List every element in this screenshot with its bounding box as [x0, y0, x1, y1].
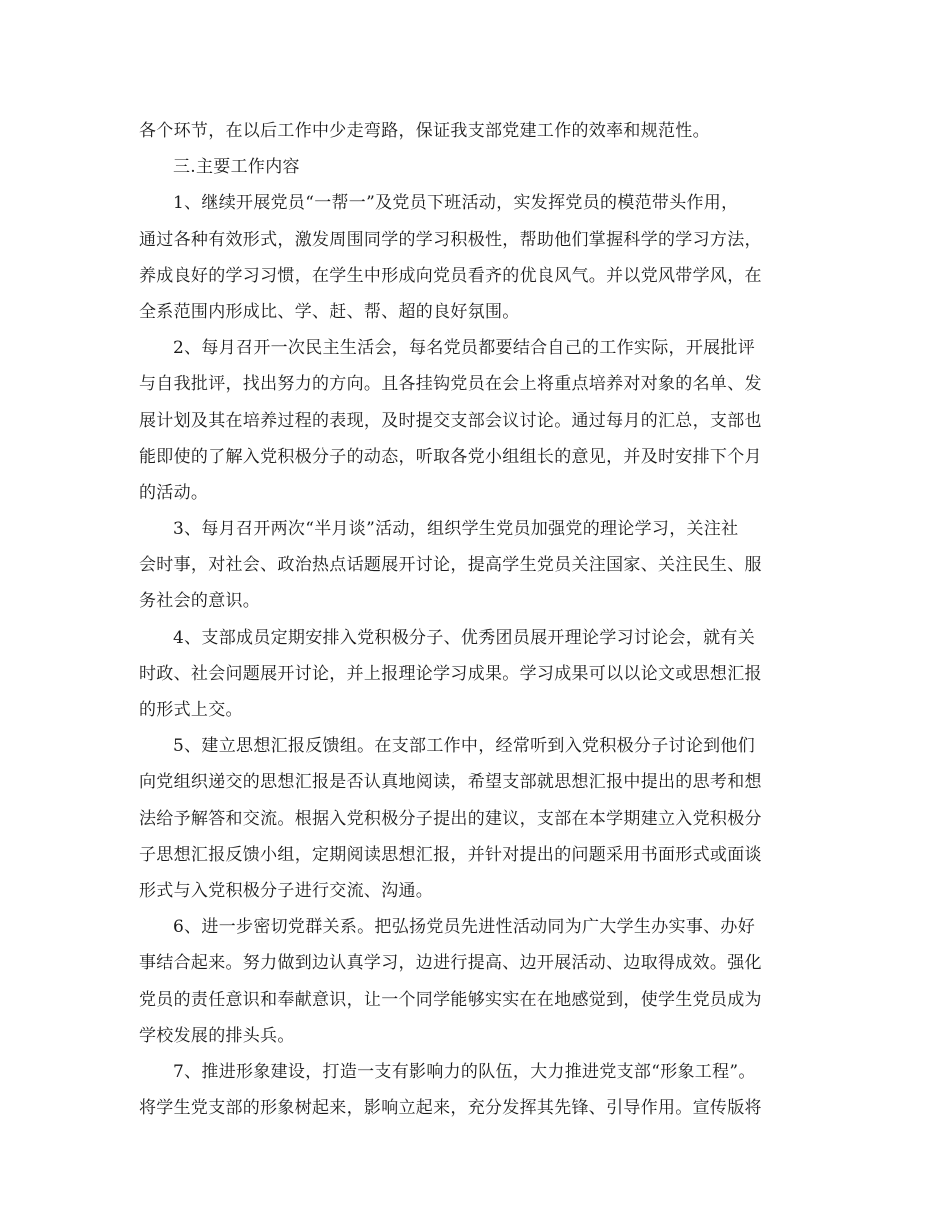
- text-line: 党员的责任意识和奉献意识，让一个同学能够实实在在地感觉到，使学生党员成为: [139, 989, 762, 1010]
- text-line: 学校发展的排头兵。: [139, 1025, 295, 1046]
- text-line: 的活动。: [139, 482, 209, 503]
- text-line: 养成良好的学习习惯，在学生中形成向党员看齐的优良风气。并以党风带学风，在: [139, 265, 762, 286]
- text-line: 的形式上交。: [139, 700, 243, 720]
- text-line: 法给予解答和交流。根据入党积极分子提出的建议，支部在本学期建立入党积极分: [139, 808, 762, 829]
- text-line: 各个环节，在以后工作中少走弯路，保证我支部党建工作的效率和规范性。: [139, 121, 710, 141]
- text-line: 时政、社会问题展开讨论，并上报理论学习成果。学习成果可以以论文或思想汇报: [139, 663, 762, 684]
- text-line: 事结合起来。努力做到边认真学习，边进行提高、边开展活动、边取得成效。强化: [139, 953, 762, 974]
- text-line: 三.主要工作内容: [173, 157, 300, 178]
- text-line: 3、每月召开两次“半月谈”活动，组织学生党员加强党的理论学习，关注社: [173, 519, 739, 540]
- text-line: 2、每月召开一次民主生活会，每名党员都要结合自己的工作实际，开展批评: [173, 338, 756, 359]
- document-body: [139, 113, 819, 1126]
- text-line: 4、支部成员定期安排入党积极分子、优秀团员展开理论学习讨论会，就有关: [173, 627, 756, 648]
- text-line: 7、推进形象建设，打造一支有影响力的队伍，大力推进党支部“形象工程”。: [173, 1061, 756, 1082]
- text-line: 子思想汇报反馈小组，定期阅读思想汇报，并针对提出的问题采用书面形式或面谈: [139, 844, 762, 865]
- text-line: 展计划及其在培养过程的表现，及时提交支部会议讨论。通过每月的汇总，支部也: [139, 410, 762, 431]
- text-line: 1、继续开展党员“一帮一”及党员下班活动，实发挥党员的模范带头作用，: [173, 193, 739, 214]
- text-line: 将学生党支部的形象树起来，影响立起来，充分发挥其先锋、引导作用。宣传版将: [139, 1098, 762, 1119]
- text-line: 5、建立思想汇报反馈组。在支部工作中，经常听到入党积极分子讨论到他们: [173, 736, 756, 757]
- text-line: 向党组织递交的思想汇报是否认真地阅读，希望支部就思想汇报中提出的思考和想: [139, 772, 762, 793]
- text-line: 形式与入党积极分子进行交流、沟通。: [139, 880, 434, 901]
- text-line: 通过各种有效形式，激发周围同学的学习积极性，帮助他们掌握科学的学习方法，: [139, 229, 762, 250]
- text-line: 全系范围内形成比、学、赶、帮、超的良好氛围。: [139, 301, 520, 322]
- text-line: 务社会的意识。: [139, 591, 261, 612]
- text-line: 能即使的了解入党积极分子的动态，听取各党小组组长的意见，并及时安排下个月: [139, 446, 762, 467]
- text-line: 会时事，对社会、政治热点话题展开讨论，提高学生党员关注国家、关注民生、服: [139, 555, 762, 576]
- text-line: 6、进一步密切党群关系。把弘扬党员先进性活动同为广大学生办实事、办好: [173, 917, 756, 938]
- text-line: 与自我批评，找出努力的方向。且各挂钩党员在会上将重点培养对对象的名单、发: [139, 374, 762, 395]
